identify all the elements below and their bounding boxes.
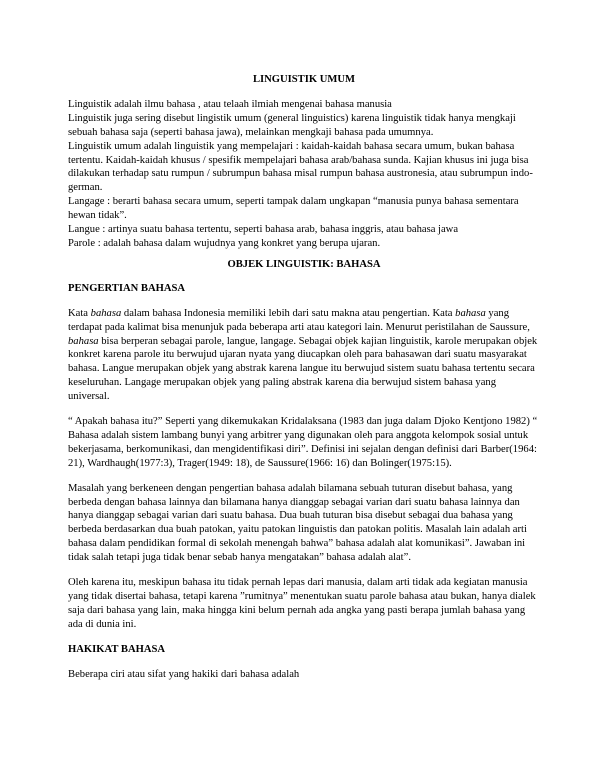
paragraph: Beberapa ciri atau sifat yang hakiki dari bahasa adalah bbox=[68, 668, 300, 680]
intro-line: Linguistik adalah ilmu bahasa , atau telaah ilmiah mengenai bahasa manusia bbox=[68, 98, 392, 110]
paragraph-text: bisa berperan sebagai parole, langue, langage. Sebagai objek kajian linguistik, karole merupakan objek konkret karena parole itu berwujud ujaran nyata yang diucapkan oleh para bahasawan dari suatu masyarakat bahasa. Langue merupakan objek yang abstrak karena langue itu berwujud sistem suatu bahasa tertentu secara keseluruhan. Langage merupakan objek yang paling abstrak karena dia berwujud sistem bahasa yang universal. bbox=[68, 335, 538, 403]
paragraph: Masalah yang berkeneen dengan pengertian bahasa adalah bilamana sebuah tuturan disebut bahasa, yang berbeda dengan bahasa lainnya dan bilamana hanya dianggap sebagai varian dari suatu bahasa lainnya dan hanya dianggap sebagai varian dari suatu bahasa. Dua buah tuturan bisa disebut sebagai dua bahasa yang berbeda berdasarkan dua buah patokan, yaitu patokan linguistis dan patokan politis. Masalah lain adalah arti bahasa dalam pendidikan formal di sekolah menengah bahwa” bahasa adalah alat komunikasi”. Jawaban ini tidak salah tetapi juga tidak benar sebab hanya mengatakan” bahasa adalah alat”. bbox=[68, 482, 527, 564]
paragraph-text: dalam bahasa Indonesia memiliki lebih dari satu makna atau pengertian. Kata bbox=[121, 307, 456, 319]
paragraph-text: Kata bbox=[68, 307, 91, 319]
italic-term: bahasa bbox=[68, 335, 99, 347]
intro-line: Langage : berarti bahasa secara umum, seperti tampak dalam ungkapan “manusia punya bahasa sementara hewan tidak”. bbox=[68, 196, 519, 222]
intro-line: Parole : adalah bahasa dalam wujudnya yang konkret yang berupa ujaran. bbox=[68, 237, 381, 249]
subheading-hakikat: HAKIKAT BAHASA bbox=[68, 643, 166, 655]
document-title: LINGUISTIK UMUM bbox=[252, 74, 356, 85]
subheading-pengertian: PENGERTIAN BAHASA bbox=[68, 282, 186, 294]
intro-line: Linguistik umum adalah linguistik yang mempelajari : kaidah-kaidah bahasa secara umum, bukan bahasa tertentu. Kaidah-kaidah khusus / spesifik mempelajari bahasa arab/bahasa sunda. Kajian khusus ini juga bisa dilakukan terhadap satu rumpun / subrumpun bahasa misal rumpun bahasa austronesia, atau subrumpun indo-german. bbox=[68, 140, 533, 194]
italic-term: bahasa bbox=[90, 307, 122, 319]
italic-term: bahasa bbox=[455, 307, 486, 319]
intro-line: Linguistik juga sering disebut lingistik umum (general linguistics) karena linguistik tidak hanya mengkaji sebuah bahasa saja (seperti bahasa jawa), melainkan mengkaji bahasa pada umumnya. bbox=[68, 112, 516, 138]
paragraph bbox=[68, 307, 540, 404]
document-page bbox=[68, 60, 540, 693]
paragraph: “ Apakah bahasa itu?” Seperti yang dikemukakan Kridalaksana (1983 dan juga dalam Djoko Kentjono 1982) “ Bahasa adalah sistem lambang bunyi yang arbitrer yang digunakan oleh para anggota kelompok sosial untuk bekerjasama, berkomunikasi, dan mengidentifikasi diri”. Definisi ini sejalan dengan definisi dari Barber(1964: 21), Wardhaugh(1977:3), Trager(1949: 18), de Saussure(1966: 16) dan Bolinger(1975:15). bbox=[68, 416, 538, 469]
paragraph-text: yang terdapat pada kalimat bisa menunjuk pada beberapa arti atau kategori lain. Menurut peristilahan de Saussure, bbox=[68, 307, 530, 333]
intro-line: Langue : artinya suatu bahasa tertentu, seperti bahasa arab, bahasa inggris, atau bahasa jawa bbox=[68, 224, 459, 236]
paragraph: Oleh karena itu, meskipun bahasa itu tidak pernah lepas dari manusia, dalam arti tidak ada kegiatan manusia yang tidak disertai bahasa, tetapi karena ”rumitnya” menentukan suatu parole bahasa atau bukan, hanya dialek saja dari bahasa yang lain, maka hingga kini belum pernah ada angka yang pasti berapa jumlah bahasa yang ada di dunia ini. bbox=[68, 577, 536, 630]
section-heading: OBJEK LINGUISTIK: BAHASA bbox=[227, 258, 381, 270]
intro-block bbox=[68, 98, 540, 251]
